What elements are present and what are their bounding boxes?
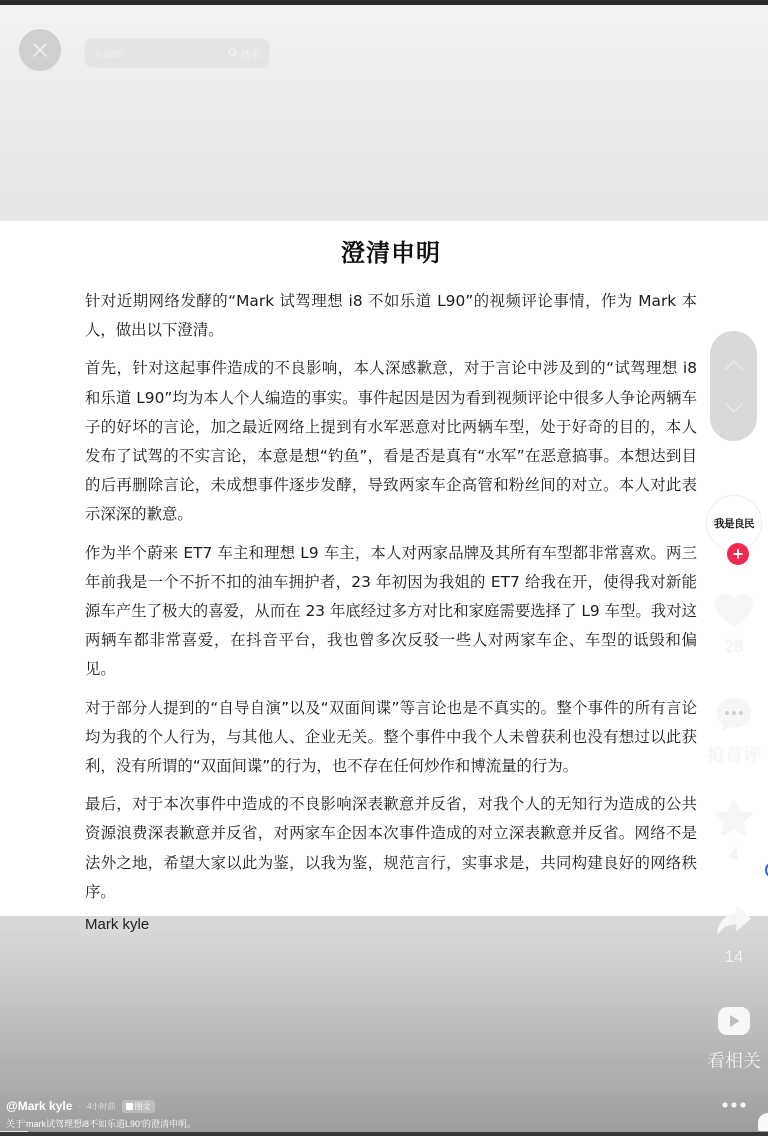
paragraph-ownership: 作为半个蔚来 ET7 车主和理想 L9 车主，本人对两家品牌及其所有车型都非常喜欢。两三年前我是一个不折不扣的油车拥护者，23 年初因为我姐的 ET7 给我在开，使得我对新能源车产生了极大的喜爱，从而在 23 年底经过多方对比和家庭需要选择了 L9 车型。我对这两辆车都非常喜爱，在抖音平台，我也曾多次反驳一些人对两家车企、车型的诋毁和偏见。 xyxy=(85,543,697,679)
paragraph-intro: 针对近期网络发酵的“Mark 试驾理想 i8 不如乐道 L90”的视频评论事情，作为 Mark 本人，做出以下澄清。 xyxy=(85,292,697,340)
author-avatar-group xyxy=(706,495,762,565)
share-button[interactable] xyxy=(700,901,768,967)
search-button[interactable] xyxy=(228,46,261,61)
image-post-icon xyxy=(126,1103,133,1110)
follow-button[interactable] xyxy=(727,543,749,565)
scroll-controls xyxy=(710,331,757,441)
comment-button[interactable] xyxy=(700,695,768,767)
post-type-badge xyxy=(122,1100,155,1113)
plus-icon: + xyxy=(732,544,744,564)
comment-label: 抢首评 xyxy=(707,745,761,765)
like-count: 28 xyxy=(724,637,744,656)
post-time: 4小时前 xyxy=(87,1101,116,1111)
paragraph-denial: 对于部分人提到的“自导自演”以及“双面间谍”等言论也是不真实的。整个事件的所有言论均为我的个人行为，与其他人、企业无关。整个事件中我个人未曾获利也没有想过以此获利，没有所谓的“双面间谍”的行为，也不存在任何炒作和博流量的行为。 xyxy=(85,698,697,776)
progress-fill xyxy=(0,1131,28,1132)
related-label: 看相关 xyxy=(707,1051,761,1071)
scroll-down-button[interactable] xyxy=(722,396,746,420)
chevron-up-icon xyxy=(723,358,745,372)
signature: Mark kyle xyxy=(85,916,150,934)
scroll-up-button[interactable] xyxy=(722,353,746,377)
comment-icon xyxy=(714,695,754,735)
share-icon xyxy=(714,901,754,941)
chevron-down-icon xyxy=(723,401,745,415)
post-type-label: 图文 xyxy=(134,1101,151,1111)
post-description: 关于‘mark试驾理想i8不如乐道L90’的澄清申明。 xyxy=(6,1119,197,1129)
search-icon xyxy=(228,48,238,58)
meta-separator: · xyxy=(78,1101,82,1111)
search-button-label: 搜索 xyxy=(241,49,261,61)
progress-bar[interactable] xyxy=(0,1131,768,1136)
favorite-button[interactable] xyxy=(700,799,768,865)
document-body xyxy=(85,287,697,933)
related-button[interactable] xyxy=(700,1001,768,1073)
more-icon xyxy=(714,1085,754,1125)
document-title: 澄清申明 xyxy=(341,239,441,267)
post-meta xyxy=(6,1099,666,1113)
side-panel-handle[interactable] xyxy=(758,1113,768,1131)
avatar-text: 我是良民 xyxy=(714,517,754,530)
favorite-count: 4 xyxy=(729,845,739,864)
post-info xyxy=(6,1099,666,1130)
progress-track xyxy=(0,1131,768,1132)
share-count: 14 xyxy=(724,947,744,966)
statement-document xyxy=(0,221,768,934)
paragraph-closing: 最后，对于本次事件中造成的不良影响深表歉意并反省，对我个人的无知行为造成的公共资源浪费深表歉意并反省，对两家车企因本次事件造成的对立深表歉意并反省。网络不是法外之地，希望大家以此为鉴，以我为鉴，规范言行，实事求是，共同构建良好的网络秩序。 xyxy=(85,795,697,901)
close-icon xyxy=(32,42,48,58)
post-viewer xyxy=(0,5,768,1131)
play-icon xyxy=(714,1001,754,1041)
paragraph-apology: 首先，针对这起事件造成的不良影响，本人深感歉意，对于言论中涉及到的“试驾理想 i8 和乐道 L90”均为本人个人编造的事实。事件起因是因为看到视频评论中很多人争论两辆车子的好坏的言论，加之最近网络上提到有水军恶意对比两辆车型，处于好奇的目的，本人发布了试驾的不实言论，本意是想“钓鱼”，看是否是真有“水军”在恶意搞事。本想达到目的后再删除言论，未成想事件逐步发酵，导致两家车企高管和粉丝间的对立。本人对此表示深深的歉意。 xyxy=(85,359,697,524)
like-button[interactable] xyxy=(700,591,768,657)
search-bar xyxy=(84,38,270,68)
heart-icon xyxy=(714,591,754,631)
author-name-link[interactable]: @Mark kyle xyxy=(6,1099,73,1113)
side-panel-toggle[interactable] xyxy=(762,857,768,879)
close-button[interactable] xyxy=(19,29,61,71)
star-icon xyxy=(714,799,754,839)
search-input[interactable] xyxy=(94,48,228,58)
